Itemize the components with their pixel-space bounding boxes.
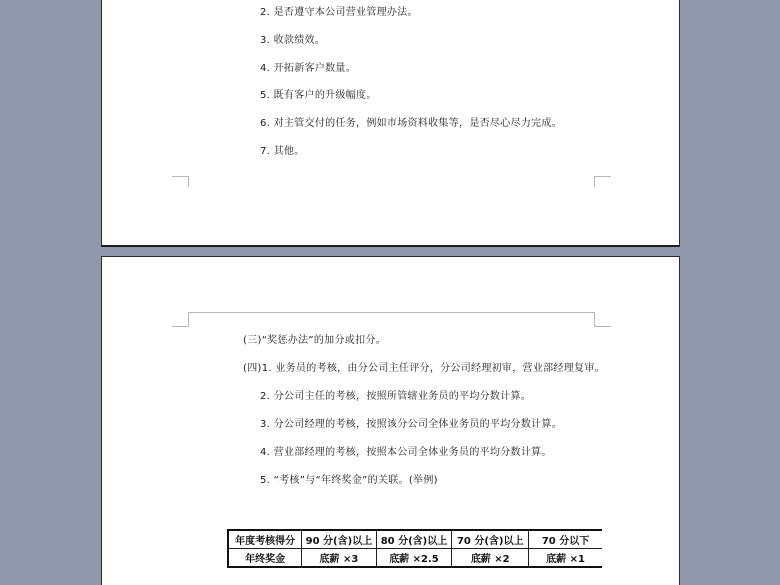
document-page-1 [101,0,680,247]
document-page-2 [101,256,680,585]
list-item: 5. “考核”与“年终奖金”的关联。(举例) [260,475,438,486]
list-item: 3. 分公司经理的考核，按照该分公司全体业务员的平均分数计算。 [260,419,563,430]
margin-corner-mark-bottom-left [172,176,189,177]
list-item: 4. 开拓新客户数量。 [260,63,357,74]
bonus-table [227,529,602,568]
table-row [228,530,602,549]
table-cell: 底薪 ×3 [302,549,376,568]
list-item: 2. 分公司主任的考核，按照所管辖业务员的平均分数计算。 [260,391,532,402]
list-item: 3. 收款绩效。 [260,35,326,46]
table-clip [102,257,602,585]
margin-corner-mark-bottom-left [188,176,189,187]
margin-corner-mark-bottom-right [594,176,611,177]
table-cell: 底薪 ×1 [529,549,602,568]
section-heading: (三)“奖惩办法”的加分或扣分。 [243,335,386,346]
table-header-cell: 年度考核得分 [228,530,302,549]
margin-corner-mark-bottom-right [594,176,595,187]
list-item: 2. 是否遵守本公司营业管理办法。 [260,7,418,18]
table-row [228,549,602,568]
table-cell: 70 分以下 [529,530,602,549]
list-item: 7. 其他。 [260,146,305,157]
list-item: 6. 对主管交付的任务，例如市场资料收集等，是否尽心尽力完成。 [260,118,563,129]
table-cell: 80 分(含)以上 [376,530,452,549]
table-cell: 90 分(含)以上 [302,530,376,549]
table-cell: 底薪 ×2.5 [376,549,452,568]
list-item: 5. 既有客户的升级幅度。 [260,90,377,101]
table-header-cell: 年终奖金 [228,549,302,568]
section-item: (四)1. 业务员的考核，由分公司主任评分，分公司经理初审，营业部经理复审。 [243,363,605,374]
table-cell: 70 分(含)以上 [452,530,529,549]
table-cell: 底薪 ×2 [452,549,529,568]
list-item: 4. 营业部经理的考核，按照本公司全体业务员的平均分数计算。 [260,447,552,458]
